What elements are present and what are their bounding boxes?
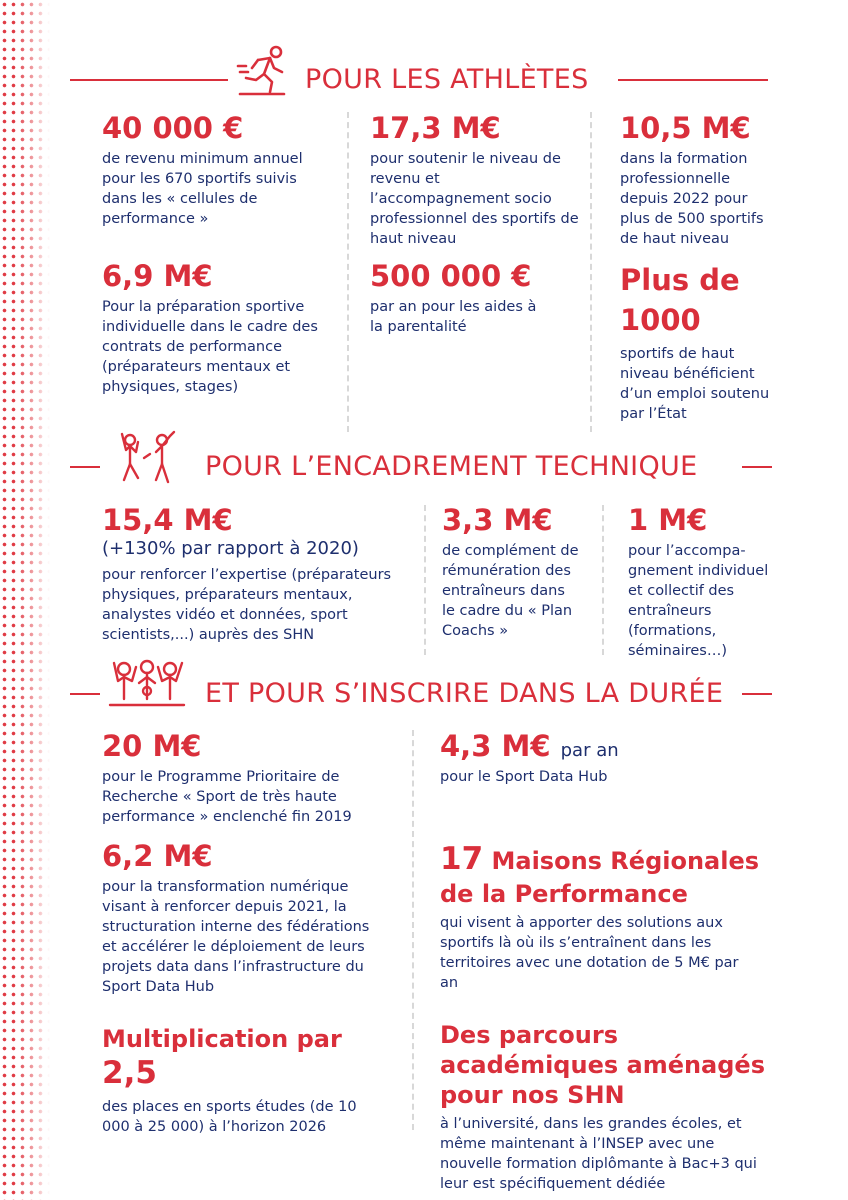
coaches-icon [108,428,186,488]
stat-text: des places en sports études (de 10 000 à 25 000) à l’horizon 2026 [102,1098,357,1135]
header-line-right [742,693,772,695]
header-line-left [70,466,100,468]
stat-figure: 3,3 M€ [442,503,553,537]
stat-text: dans la formation professionnelle depuis 2022 pour plus de 500 sportifs de haut niveau [620,151,764,248]
dotted-border-pattern [0,0,50,1200]
stat-text: de complément de rémunération des entraîneurs dans le cadre du « Plan Coachs » [442,543,579,640]
stat-block [620,112,790,249]
stat-figure-value: 17 [440,841,484,877]
stat-block [440,840,780,993]
stat-block [102,1024,402,1137]
stat-figure [440,730,780,763]
stat-text: par an pour les aides à la parentalité [370,299,537,336]
stat-block [442,504,592,641]
stat-block [628,504,788,661]
stat-text: pour renforcer l’expertise (préparateurs physiques, préparateurs mentaux, analystes vidéo et données, sport scientists,...) auprès des SHN [102,567,392,644]
column-separator [412,730,414,1130]
header-line-right [742,466,772,468]
column-separator [602,505,604,655]
stat-figure-value: 4,3 M€ [440,729,551,763]
stat-block [440,730,780,787]
stat-block [620,260,790,424]
stat-figure-unit: par an [560,740,619,761]
stat-text: pour la transformation numérique visant à renforcer depuis 2021, la structuration interne des fédérations et accélérer le déploiement de leurs projets data dans l’infrastructure du Sport Data Hub [102,879,370,996]
stat-text: Pour la préparation sportive individuelle dans le cadre des contrats de performance (préparateurs mentaux et physiques, stages) [102,299,318,396]
section-title-duration: ET POUR S’INSCRIRE DANS LA DURÉE [205,678,724,709]
stat-block [370,260,585,337]
stat-subfigure: (+130% par rapport à 2020) [102,538,359,560]
stat-figure: Des parcours académiques aménagés pour nos SHN [440,1021,765,1109]
stat-text: pour soutenir le niveau de revenu et l’accompagnement socio professionnel des sportifs de haut niveau [370,151,579,248]
stat-figure: 10,5 M€ [620,111,751,145]
stat-text: pour le Programme Prioritaire de Recherche « Sport de très haute performance » enclenché fin 2019 [102,769,352,826]
team-medal-icon [106,655,188,715]
stat-block [102,504,412,645]
column-separator [347,112,349,432]
stat-figure: 20 M€ [102,729,202,763]
stat-block [102,730,392,827]
stat-figure [440,840,760,909]
stat-block [102,840,392,997]
stat-figure: 6,9 M€ [102,259,213,293]
header-line-left [70,693,100,695]
stat-figure [102,1024,402,1093]
header-line-left [70,79,228,81]
stat-figure: 500 000 € [370,259,532,293]
stat-text: pour le Sport Data Hub [440,769,608,786]
header-line-right [618,79,768,81]
stat-text: pour l’accompa-gnement individuel et collectif des entraîneurs (formations, séminaires…) [628,543,769,660]
stat-figure: Plus de 1000 [620,263,740,337]
stat-figure: 1 M€ [628,503,708,537]
section-title-athletes: POUR LES ATHLÈTES [305,64,589,95]
stat-block [102,112,332,229]
stat-text: de revenu minimum annuel pour les 670 sportifs suivis dans les « cellules de performance » [102,151,303,228]
stat-block [370,112,585,249]
runner-icon [236,42,292,98]
stat-figure: 15,4 M€ [102,503,233,537]
stat-figure-label: Maisons Régionales de la Performance [440,847,760,908]
stat-figure-value: 2,5 [102,1055,157,1091]
stat-figure-label: Multiplication par [102,1025,342,1053]
section-title-coaching: POUR L’ENCADREMENT TECHNIQUE [205,451,698,482]
stat-text: sportifs de haut niveau bénéficient d’un emploi soutenu par l’État [620,346,770,422]
stat-figure: 17,3 M€ [370,111,501,145]
stat-block [440,1020,785,1194]
stat-text: qui visent à apporter des solutions aux sportifs là où ils s’entraînent dans les territoires avec une dotation de 5 M€ par an [440,914,739,991]
stat-figure: 6,2 M€ [102,839,213,873]
column-separator [590,112,592,432]
stat-figure: 40 000 € [102,111,244,145]
column-separator [424,505,426,655]
stat-block [102,260,337,397]
stat-text: à l’université, dans les grandes écoles, et même maintenant à l’INSEP avec une nouvelle formation diplômante à Bac+3 qui leur est spécifiquement dédiée [440,1116,757,1192]
